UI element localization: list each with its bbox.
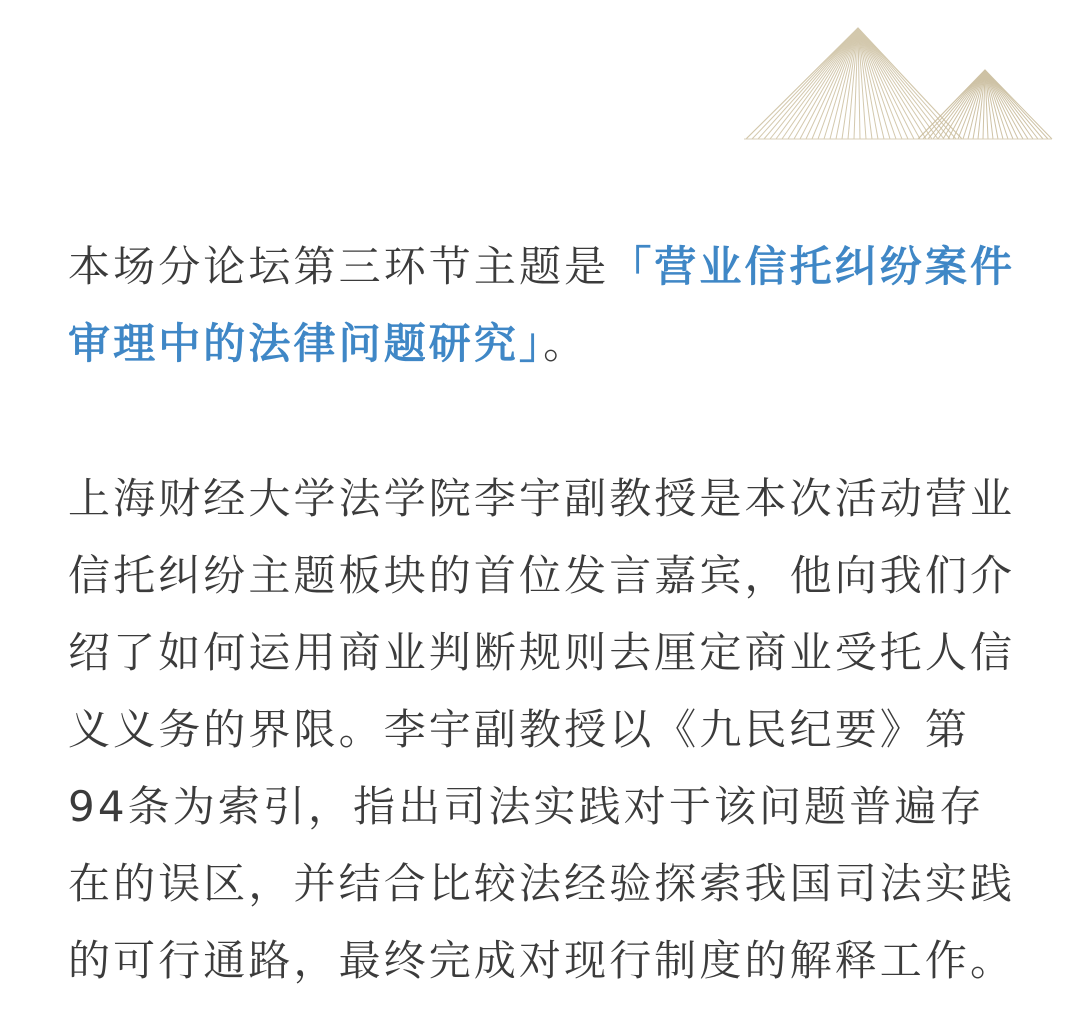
mountain-line-art-icon [740,22,1060,144]
topic-highlight: 「营业信托纠纷案件审理中的法律问题研究」 [68,242,1016,368]
intro-tail: 。 [543,319,589,368]
intro-paragraph [68,228,1018,382]
body-paragraph: 上海财经大学法学院李宇副教授是本次活动营业信托纠纷主题板块的首位发言嘉宾，他向我们介绍了如何运用商业判断规则去厘定商业受托人信义义务的界限。李宇副教授以《九民纪要》第94条为索引，指出司法实践对于该问题普遍存在的误区，并结合比较法经验探索我国司法实践的可行通路，最终完成对现行制度的解释工作。 [68,474,1016,985]
intro-lead: 本场分论坛第三环节主题是 [68,242,610,291]
article-content [68,228,1018,999]
